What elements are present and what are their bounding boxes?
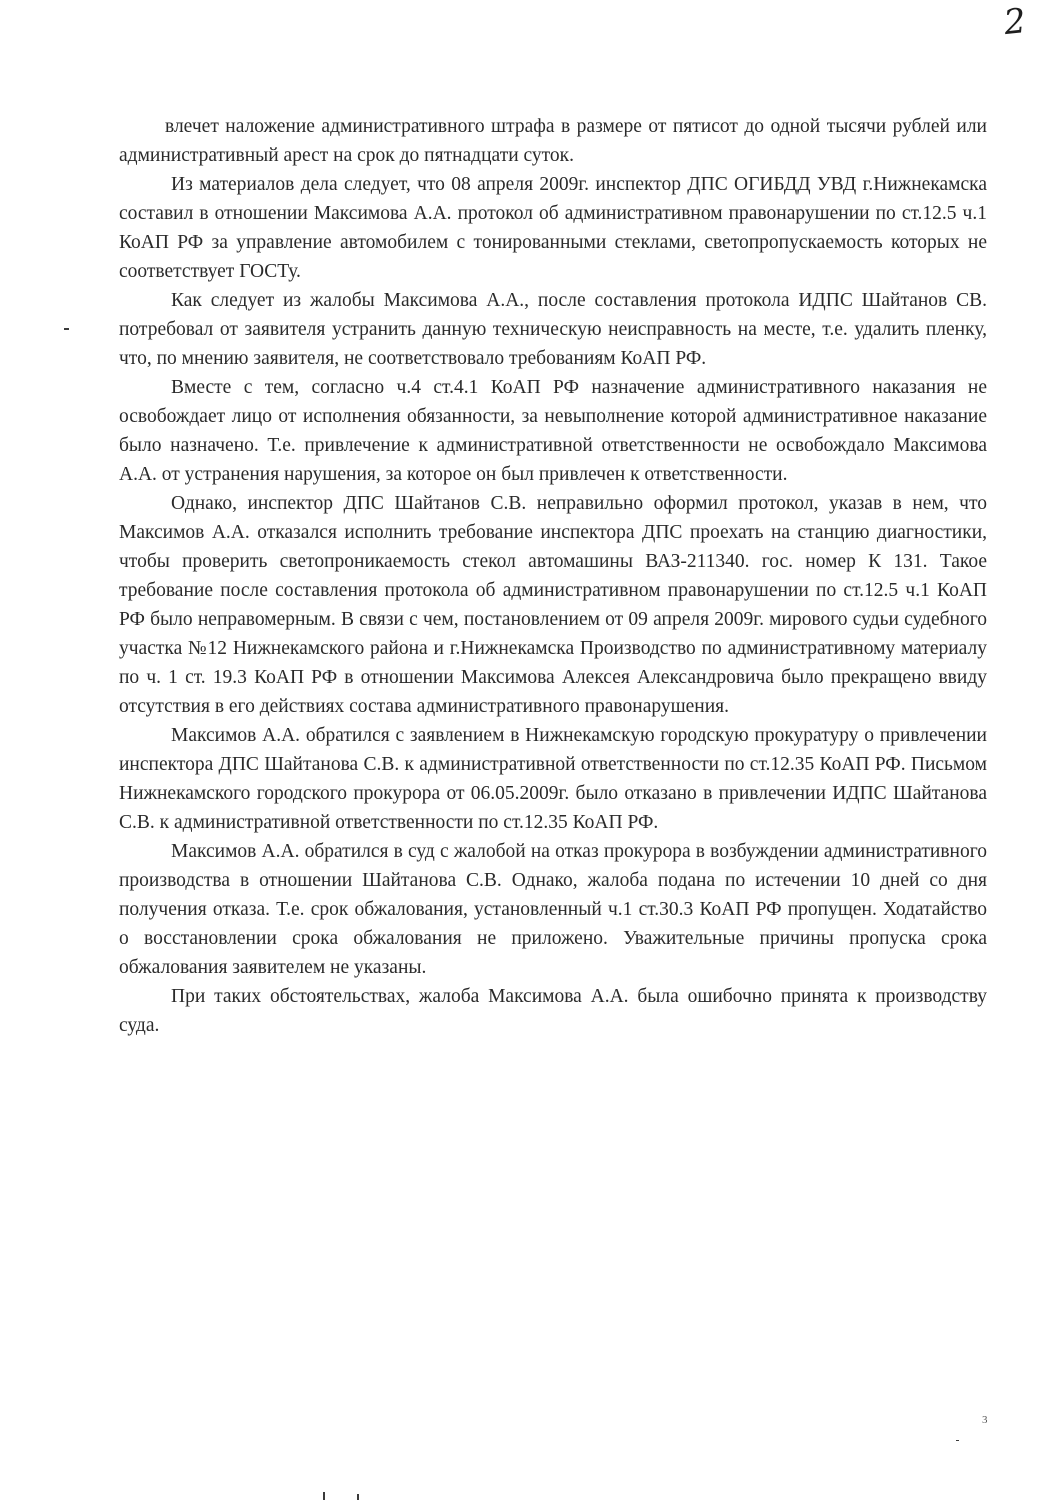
paragraph-6: Максимов А.А. обратился с заявлением в Нижнекамскую городскую прокуратуру о привлечении инспектора ДПС Шайтанова С.В. к административной ответственности по ст.12.35 КоАП РФ. Письмом Нижнекамского городского прокурора от 06.05.2009г. было отказано в привлечении ИДПС Шайтанова С.В. к административной ответственности по ст.12.35 КоАП РФ. bbox=[119, 725, 987, 833]
paragraph-1: влечет наложение административного штрафа в размере от пятисот до одной тысячи рублей или административный арест на срок до пятнадцати суток. bbox=[119, 116, 987, 166]
paragraph-7: Максимов А.А. обратился в суд с жалобой на отказ прокурора в возбуждении административного производства в отношении Шайтанова С.В. Однако, жалоба подана по истечении 10 дней со дня получения отказа. Т.е. срок обжалования, установленный ч.1 ст.30.3 КоАП РФ пропущен. Ходатайство о восстановлении срока обжалования не приложено. Уважительные причины пропуска срока обжалования заявителем не указаны. bbox=[119, 841, 987, 978]
document-body bbox=[119, 112, 987, 1040]
scan-artifact-mark bbox=[956, 1440, 959, 1441]
paragraph-2: Из материалов дела следует, что 08 апреля 2009г. инспектор ДПС ОГИБДД УВД г.Нижнекамска составил в отношении Максимова А.А. протокол об административном правонарушении по ст.12.5 ч.1 КоАП РФ за управление автомобилем с тонированными стеклами, светопропускаемость которых не соответствует ГОСТу. bbox=[119, 174, 987, 282]
printed-page-number: 3 bbox=[982, 1414, 988, 1426]
scan-artifact-mark bbox=[357, 1494, 359, 1500]
paragraph-5: Однако, инспектор ДПС Шайтанов С.В. неправильно оформил протокол, указав в нем, что Максимов А.А. отказался исполнить требование инспектора ДПС проехать на станцию диагностики, чтобы проверить светопроникаемость стекол автомашины ВАЗ-211340. гос. номер К 131. Такое требование после составления протокола об административном правонарушении по ст.12.5 ч.1 КоАП РФ было неправомерным. В связи с чем, постановлением от 09 апреля 2009г. мирового судьи судебного участка №12 Нижнекамского района и г.Нижнекамска Производство по административному материалу по ч. 1 ст. 19.3 КоАП РФ в отношении Максимова Алексея Александровича было прекращено ввиду отсутствия в его действиях состава административного правонарушения. bbox=[119, 493, 987, 717]
paragraph-8: При таких обстоятельствах, жалоба Максимова А.А. была ошибочно принята к производству суда. bbox=[119, 986, 987, 1036]
scan-artifact-mark bbox=[323, 1492, 325, 1500]
handwritten-page-number: 2 bbox=[1002, 0, 1029, 44]
scan-artifact-mark bbox=[64, 328, 69, 330]
paragraph-3: Как следует из жалобы Максимова А.А., после составления протокола ИДПС Шайтанов СВ. потребовал от заявителя устранить данную техническую неисправность на месте, т.е. удалить пленку, что, по мнению заявителя, не соответствовало требованиям КоАП РФ. bbox=[119, 290, 987, 369]
paragraph-4: Вместе с тем, согласно ч.4 ст.4.1 КоАП РФ назначение административного наказания не освобождает лицо от исполнения обязанности, за невыполнение которой административное наказание было назначено. Т.е. привлечение к административной ответственности не освобождало Максимова А.А. от устранения нарушения, за которое он был привлечен к ответственности. bbox=[119, 377, 987, 485]
